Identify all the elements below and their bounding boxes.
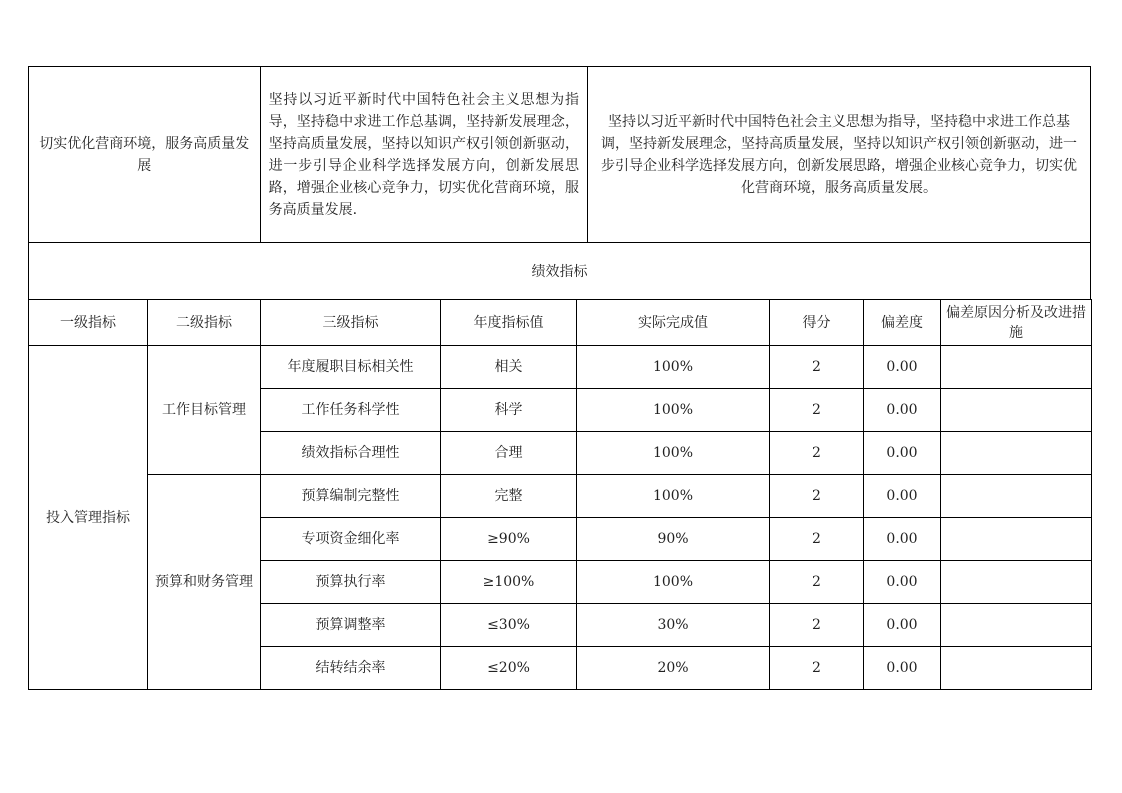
header-actual: 实际完成值 (577, 300, 770, 346)
objective-row (28, 66, 1091, 243)
score-cell: 2 (770, 647, 864, 690)
deviation-cell: 0.00 (864, 561, 941, 604)
level3-indicator-cell: 绩效指标合理性 (261, 432, 441, 475)
header-score: 得分 (770, 300, 864, 346)
section-title-text: 绩效指标 (531, 263, 588, 280)
annual-goal-text: 坚持以习近平新时代中国特色社会主义思想为指导，坚持稳中求进工作总基调，坚持新发展理念，坚持高质量发展，坚持以知识产权引领创新驱动，进一步引导企业科学选择发展方向，创新发展思路，增强企业核心竞争力，切实优化营商环境，服务高质量发展. (268, 91, 579, 218)
target-value-cell: ≤30% (441, 604, 577, 647)
target-value-cell: 合理 (441, 432, 577, 475)
deviation-cell: 0.00 (864, 518, 941, 561)
actual-result-cell (588, 67, 1090, 242)
header-level2: 二级指标 (148, 300, 261, 346)
analysis-cell (941, 432, 1092, 475)
deviation-cell: 0.00 (864, 475, 941, 518)
objective-label: 切实优化营商环境，服务高质量发展 (39, 135, 250, 174)
performance-table (28, 299, 1092, 690)
header-level1: 一级指标 (29, 300, 148, 346)
actual-value-cell: 20% (577, 647, 770, 690)
level3-indicator-cell: 预算编制完整性 (261, 475, 441, 518)
score-cell: 2 (770, 346, 864, 389)
target-value-cell: ≥100% (441, 561, 577, 604)
analysis-cell (941, 604, 1092, 647)
deviation-cell: 0.00 (864, 346, 941, 389)
analysis-cell (941, 389, 1092, 432)
actual-value-cell: 100% (577, 389, 770, 432)
analysis-cell (941, 561, 1092, 604)
header-analysis: 偏差原因分析及改进措施 (941, 300, 1092, 346)
actual-value-cell: 90% (577, 518, 770, 561)
table-header-row (29, 300, 1092, 346)
score-cell: 2 (770, 389, 864, 432)
level3-indicator-cell: 预算执行率 (261, 561, 441, 604)
analysis-cell (941, 475, 1092, 518)
analysis-cell (941, 518, 1092, 561)
level3-indicator-cell: 年度履职目标相关性 (261, 346, 441, 389)
annual-goal-cell (261, 67, 588, 242)
header-target: 年度指标值 (441, 300, 577, 346)
header-level3: 三级指标 (261, 300, 441, 346)
score-cell: 2 (770, 432, 864, 475)
actual-result-text: 坚持以习近平新时代中国特色社会主义思想为指导，坚持稳中求进工作总基调，坚持新发展理念，坚持高质量发展，坚持以知识产权引领创新驱动，进一步引导企业科学选择发展方向，创新发展思路，增强企业核心竞争力，切实优化营商环境，服务高质量发展。 (600, 113, 1077, 196)
level3-indicator-cell: 结转结余率 (261, 647, 441, 690)
section-title (28, 242, 1091, 300)
actual-value-cell: 30% (577, 604, 770, 647)
table-row (29, 346, 1092, 389)
target-value-cell: ≤20% (441, 647, 577, 690)
target-value-cell: 完整 (441, 475, 577, 518)
target-value-cell: ≥90% (441, 518, 577, 561)
level3-indicator-cell: 预算调整率 (261, 604, 441, 647)
analysis-cell (941, 346, 1092, 389)
table-row (29, 475, 1092, 518)
actual-value-cell: 100% (577, 475, 770, 518)
score-cell: 2 (770, 518, 864, 561)
deviation-cell: 0.00 (864, 389, 941, 432)
target-value-cell: 相关 (441, 346, 577, 389)
level1-indicator-cell: 投入管理指标 (29, 346, 148, 690)
header-deviation: 偏差度 (864, 300, 941, 346)
deviation-cell: 0.00 (864, 647, 941, 690)
score-cell: 2 (770, 561, 864, 604)
objective-label-cell (29, 67, 261, 242)
actual-value-cell: 100% (577, 561, 770, 604)
level2-indicator-cell: 预算和财务管理 (148, 475, 261, 690)
level3-indicator-cell: 专项资金细化率 (261, 518, 441, 561)
deviation-cell: 0.00 (864, 604, 941, 647)
actual-value-cell: 100% (577, 432, 770, 475)
target-value-cell: 科学 (441, 389, 577, 432)
deviation-cell: 0.00 (864, 432, 941, 475)
level2-indicator-cell: 工作目标管理 (148, 346, 261, 475)
score-cell: 2 (770, 604, 864, 647)
level3-indicator-cell: 工作任务科学性 (261, 389, 441, 432)
actual-value-cell: 100% (577, 346, 770, 389)
score-cell: 2 (770, 475, 864, 518)
analysis-cell (941, 647, 1092, 690)
